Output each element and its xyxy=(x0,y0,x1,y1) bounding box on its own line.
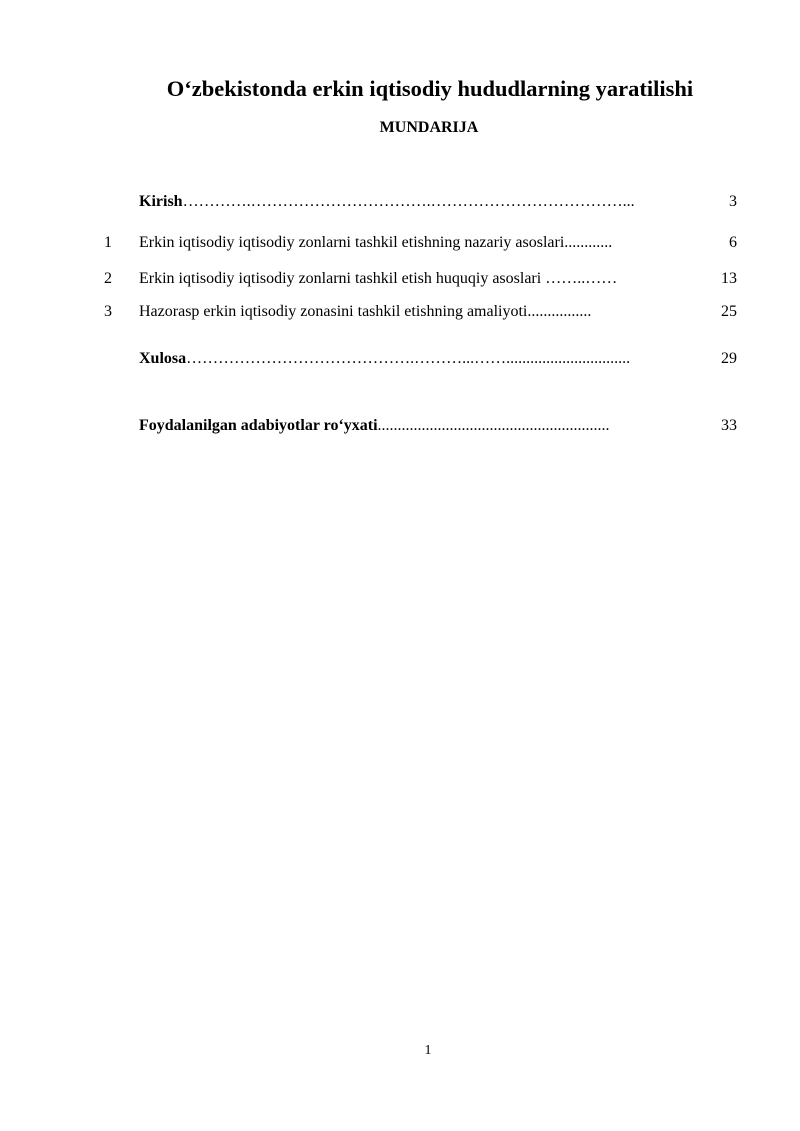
toc-entry-label: Foydalanilgan adabiyotlar ro‘yxati.......................................................... xyxy=(139,417,610,434)
toc-entry-3 xyxy=(0,301,800,323)
toc-entry-number: 3 xyxy=(104,303,112,320)
toc-entry-label: Erkin iqtisodiy iqtisodiy zonlarni tashkil etishning nazariy asoslari............ xyxy=(139,234,613,251)
toc-entry-page: 6 xyxy=(729,234,737,251)
toc-entry-page: 13 xyxy=(721,270,737,287)
toc-entry-label: Kirish………….…………………………….………………………………... xyxy=(139,193,635,210)
document-title: O‘zbekistonda erkin iqtisodiy hududlarning yaratilishi xyxy=(166,76,694,101)
toc-entry-page: 33 xyxy=(721,417,737,434)
page-number: 1 xyxy=(424,1043,432,1058)
toc-entry-number: 1 xyxy=(104,234,112,251)
toc-entry-label: Hazorasp erkin iqtisodiy zonasini tashkil etishning amaliyoti................ xyxy=(139,303,592,320)
toc-entry-label: Xulosa…………………………………….………...……............................... xyxy=(139,350,631,367)
toc-entry-page: 25 xyxy=(721,303,737,320)
toc-entry-1 xyxy=(0,232,800,254)
toc-entry-2 xyxy=(0,268,800,290)
toc-entry-label: Erkin iqtisodiy iqtisodiy zonlarni tashkil etish huquqiy asoslari ……..…… xyxy=(139,270,618,287)
toc-entry-references xyxy=(0,415,800,437)
toc-entry-xulosa xyxy=(0,348,800,370)
toc-entry-number: 2 xyxy=(104,270,112,287)
toc-entry-kirish xyxy=(0,191,800,213)
toc-entry-page: 3 xyxy=(729,193,737,210)
toc-entry-page: 29 xyxy=(721,350,737,367)
toc-heading: MUNDARIJA xyxy=(379,119,479,136)
